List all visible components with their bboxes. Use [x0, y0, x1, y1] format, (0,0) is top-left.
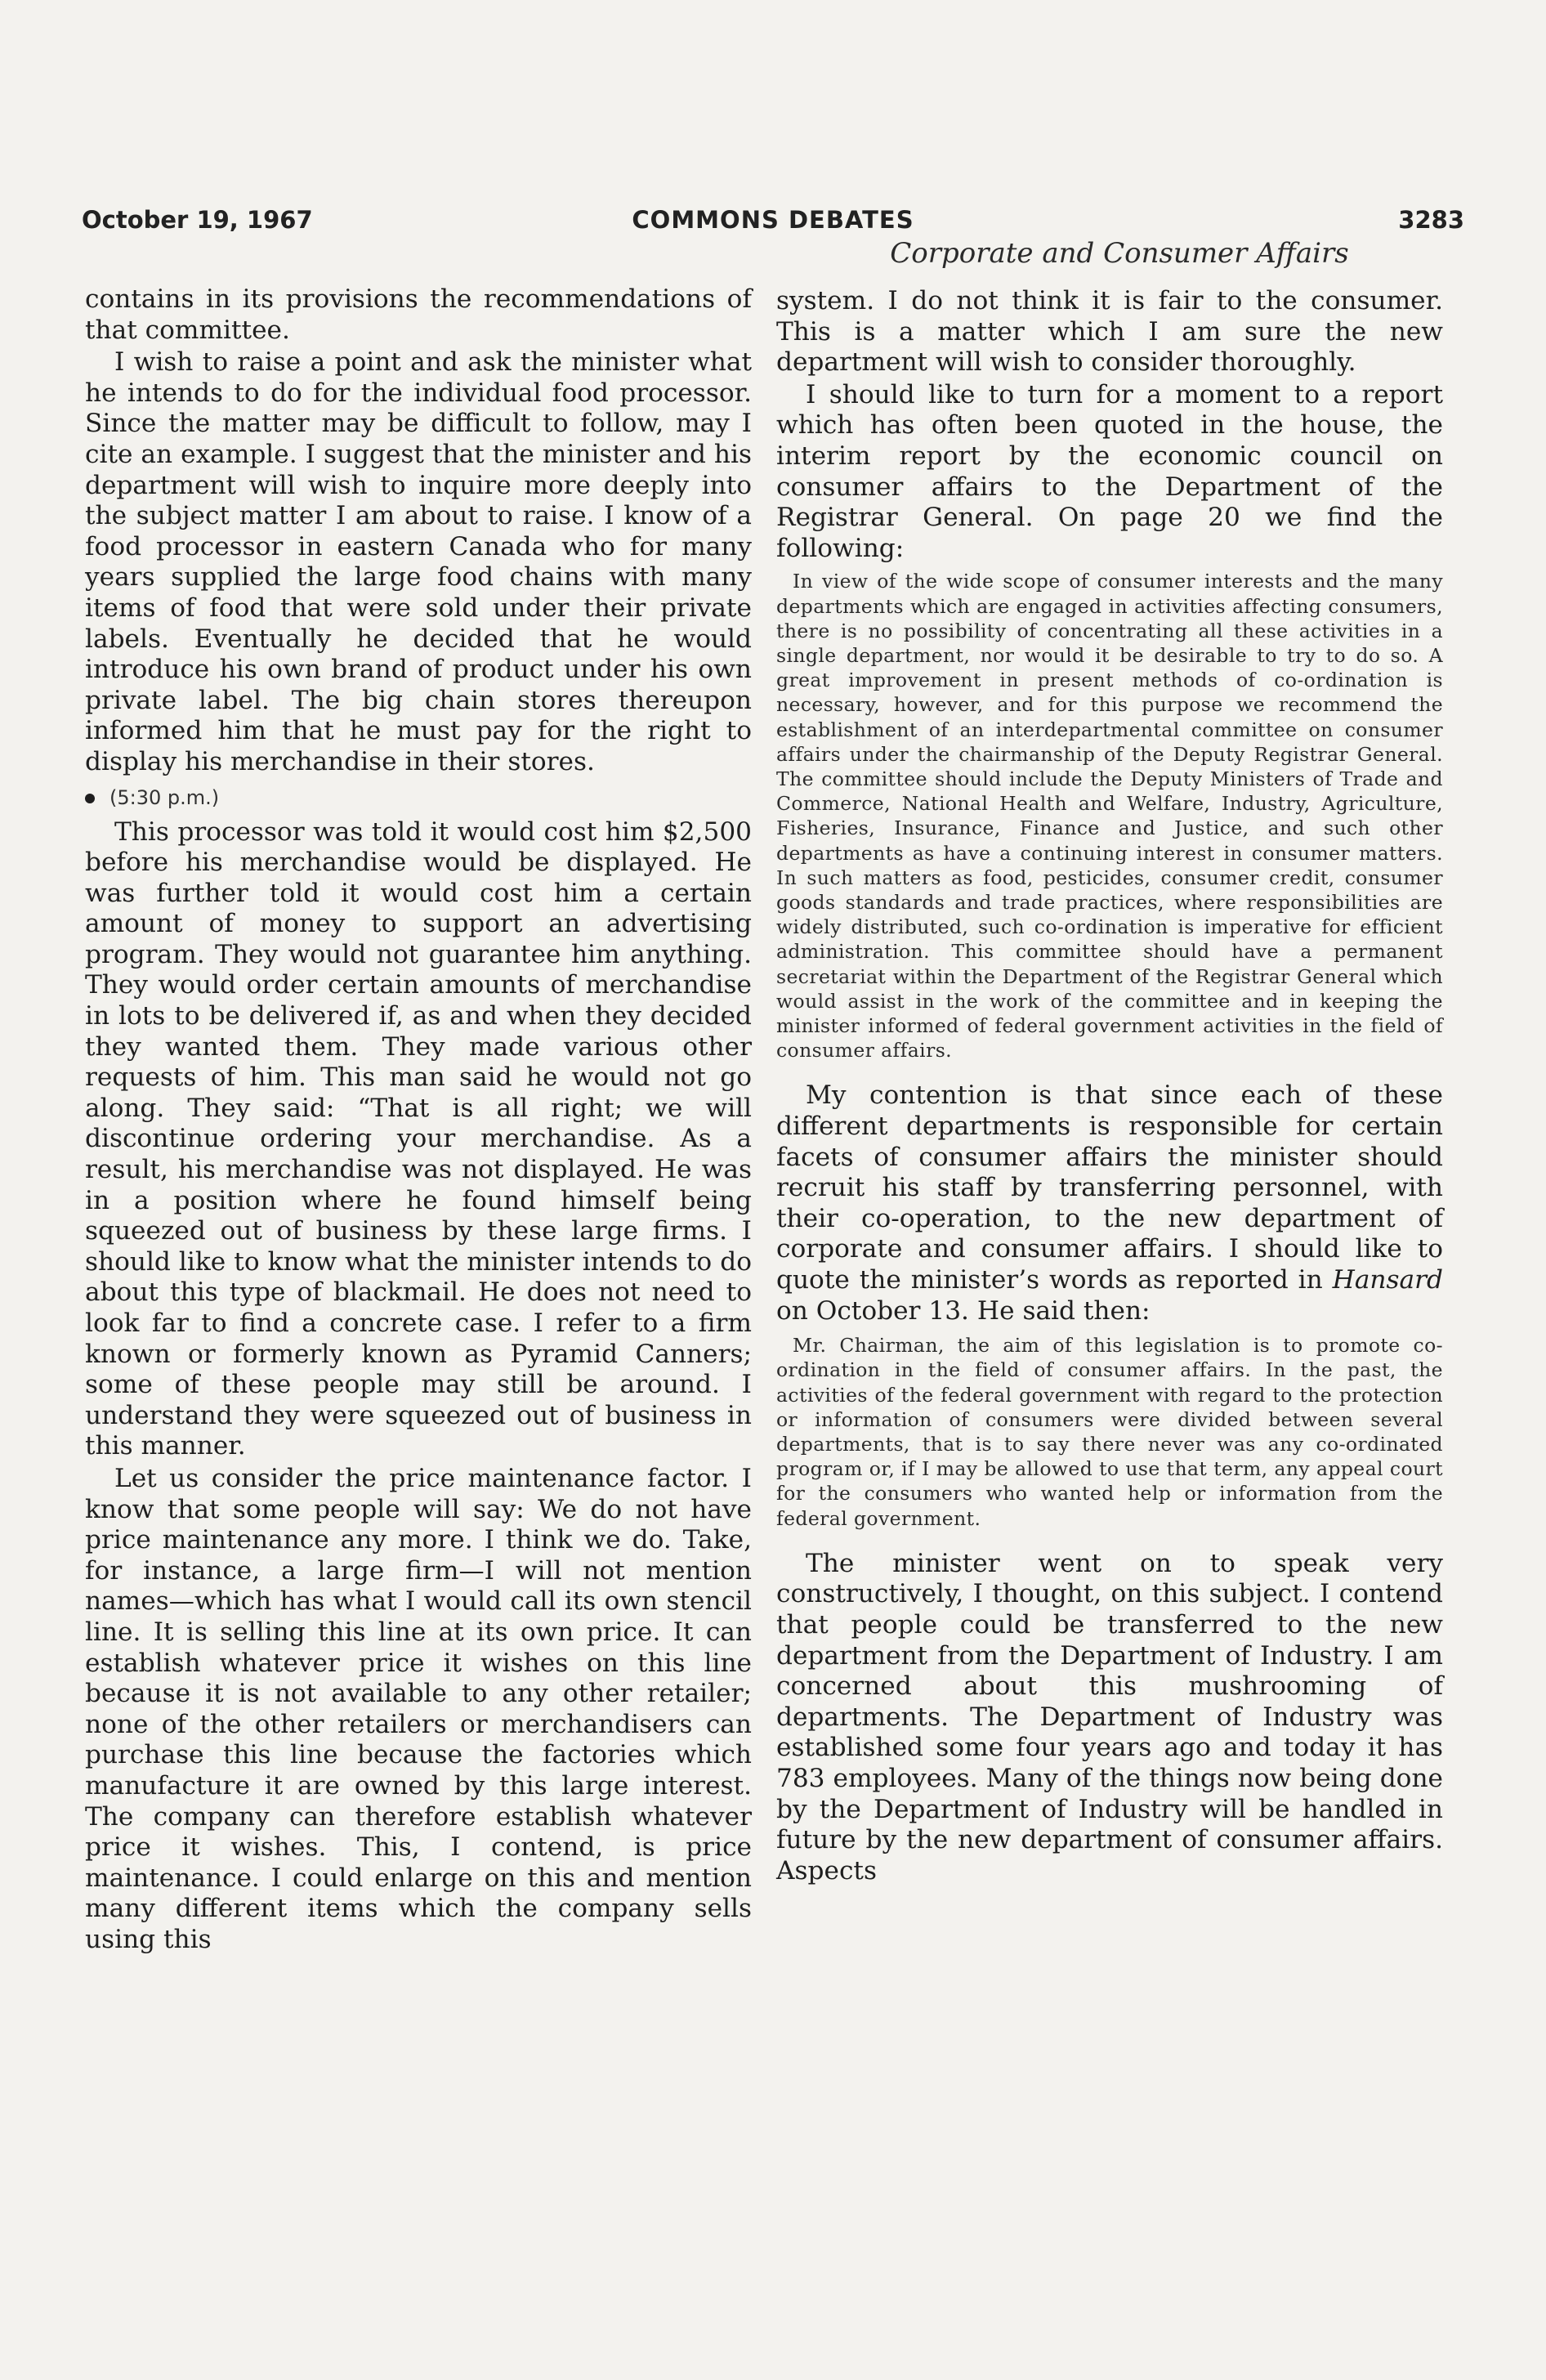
paragraph-text: My contention is that since each of these different departments is responsible for certain facets of consumer affairs the minister should recruit his staff by transferring personnel, with their co-operation, to the new department of corporate and consumer affairs. I should like to quote the minister’s words as reported in	[776, 1080, 1443, 1295]
hansard-italic: Hansard	[1332, 1264, 1443, 1295]
paragraph: contains in its provisions the recommendations of that committee.	[85, 284, 752, 345]
header-page-number: 3283	[1398, 206, 1464, 234]
left-column	[85, 284, 752, 1955]
paragraph: system. I do not think it is fair to the consumer. This is a matter which I am sure the new department will wish to consider thoroughly.	[776, 286, 1443, 378]
time-marker-text: (5:30 p.m.)	[109, 785, 220, 809]
paragraph	[776, 1080, 1443, 1326]
paragraph: I wish to raise a point and ask the minister what he intends to do for the individual food processor. Since the matter may be difficult to follow, may I cite an example. I suggest that the minister and his department will wish to inquire more deeply into the subject matter I am about to raise. I know of a food processor in eastern Canada who for many years supplied the large food chains with many items of food that were sold under their private labels. Eventually he decided that he would introduce his own brand of product under his own private label. The big chain stores thereupon informed him that he must pay for the right to display his merchandise in their stores.	[85, 347, 752, 776]
paragraph-text: on October 13. He said then:	[776, 1295, 1151, 1326]
header-date: October 19, 1967	[82, 206, 313, 234]
paragraph: I should like to turn for a moment to a report which has often been quoted in the house, the interim report by the economic council on consumer affairs to the Department of the Registrar General. On page 20 we find the following:	[776, 379, 1443, 563]
right-column	[776, 286, 1443, 1886]
header-publication: COMMONS DEBATES	[632, 206, 914, 234]
bullet-icon	[85, 794, 95, 803]
paragraph: This processor was told it would cost him $2,500 before his merchandise would be displayed. He was further told it would cost him a certain amount of money to support an advertising program. They would not guarantee him anything. They would order certain amounts of merchandise in lots to be delivered if, as and when they decided they wanted them. They made various other requests of him. This man said he would not go along. They said: “That is all right; we will discontinue ordering your merchandise. As a result, his merchandise was not displayed. He was in a position where he found himself being squeezed out of business by these large firms. I should like to know what the minister intends to do about this type of blackmail. He does not need to look far to find a concrete case. I refer to a firm known or formerly known as Pyramid Canners; some of these people may still be around. I understand they were squeezed out of business in this manner.	[85, 816, 752, 1461]
paragraph: The minister went on to speak very constructively, I thought, on this subject. I contend that people could be transferred to the new department from the Department of Industry. I am concerned about this mushrooming of departments. The Department of Industry was established some four years ago and today it has 783 employees. Many of the things now being done by the Department of Industry will be handled in future by the new department of consumer affairs. Aspects	[776, 1548, 1443, 1886]
time-marker	[85, 783, 752, 812]
block-quote: Mr. Chairman, the aim of this legislation is to promote co-ordination in the field of consumer affairs. In the past, the activities of the federal government with regard to the protection or information of consumers were divided between several departments, that is to say there never was any co-ordinated program or, if I may be allowed to use that term, any appeal court for the consumers who wanted help or information from the federal government.	[776, 1334, 1443, 1530]
subject-heading: Corporate and Consumer Affairs	[890, 237, 1349, 270]
paragraph: Let us consider the price maintenance factor. I know that some people will say: We do not have price maintenance any more. I think we do. Take, for instance, a large firm—I will not mention names—which has what I would call its own stencil line. It is selling this line at its own price. It can establish whatever price it wishes on this line because it is not available to any other retailer; none of the other retailers or merchandisers can purchase this line because the factories which manufacture it are owned by this large interest. The company can therefore establish whatever price it wishes. This, I contend, is price maintenance. I could enlarge on this and mention many different items which the company sells using this	[85, 1463, 752, 1954]
block-quote: In view of the wide scope of consumer interests and the many departments which are engaged in activities affecting consumers, there is no possibility of concentrating all these activities in a single department, nor would it be desirable to try to do so. A great improvement in present methods of co-ordination is necessary, however, and for this purpose we recommend the establishment of an interdepartmental committee on consumer affairs under the chairmanship of the Deputy Registrar General. The committee should include the Deputy Ministers of Trade and Commerce, National Health and Welfare, Industry, Agriculture, Fisheries, Insurance, Finance and Justice, and such other departments as have a continuing interest in consumer matters. In such matters as food, pesticides, consumer credit, consumer goods standards and trade practices, where responsibilities are widely distributed, such co-ordination is imperative for efficient administration. This committee should have a permanent secretariat within the Department of the Registrar General which would assist in the work of the committee and in keeping the minister informed of federal government activities in the field of consumer affairs.	[776, 570, 1443, 1062]
